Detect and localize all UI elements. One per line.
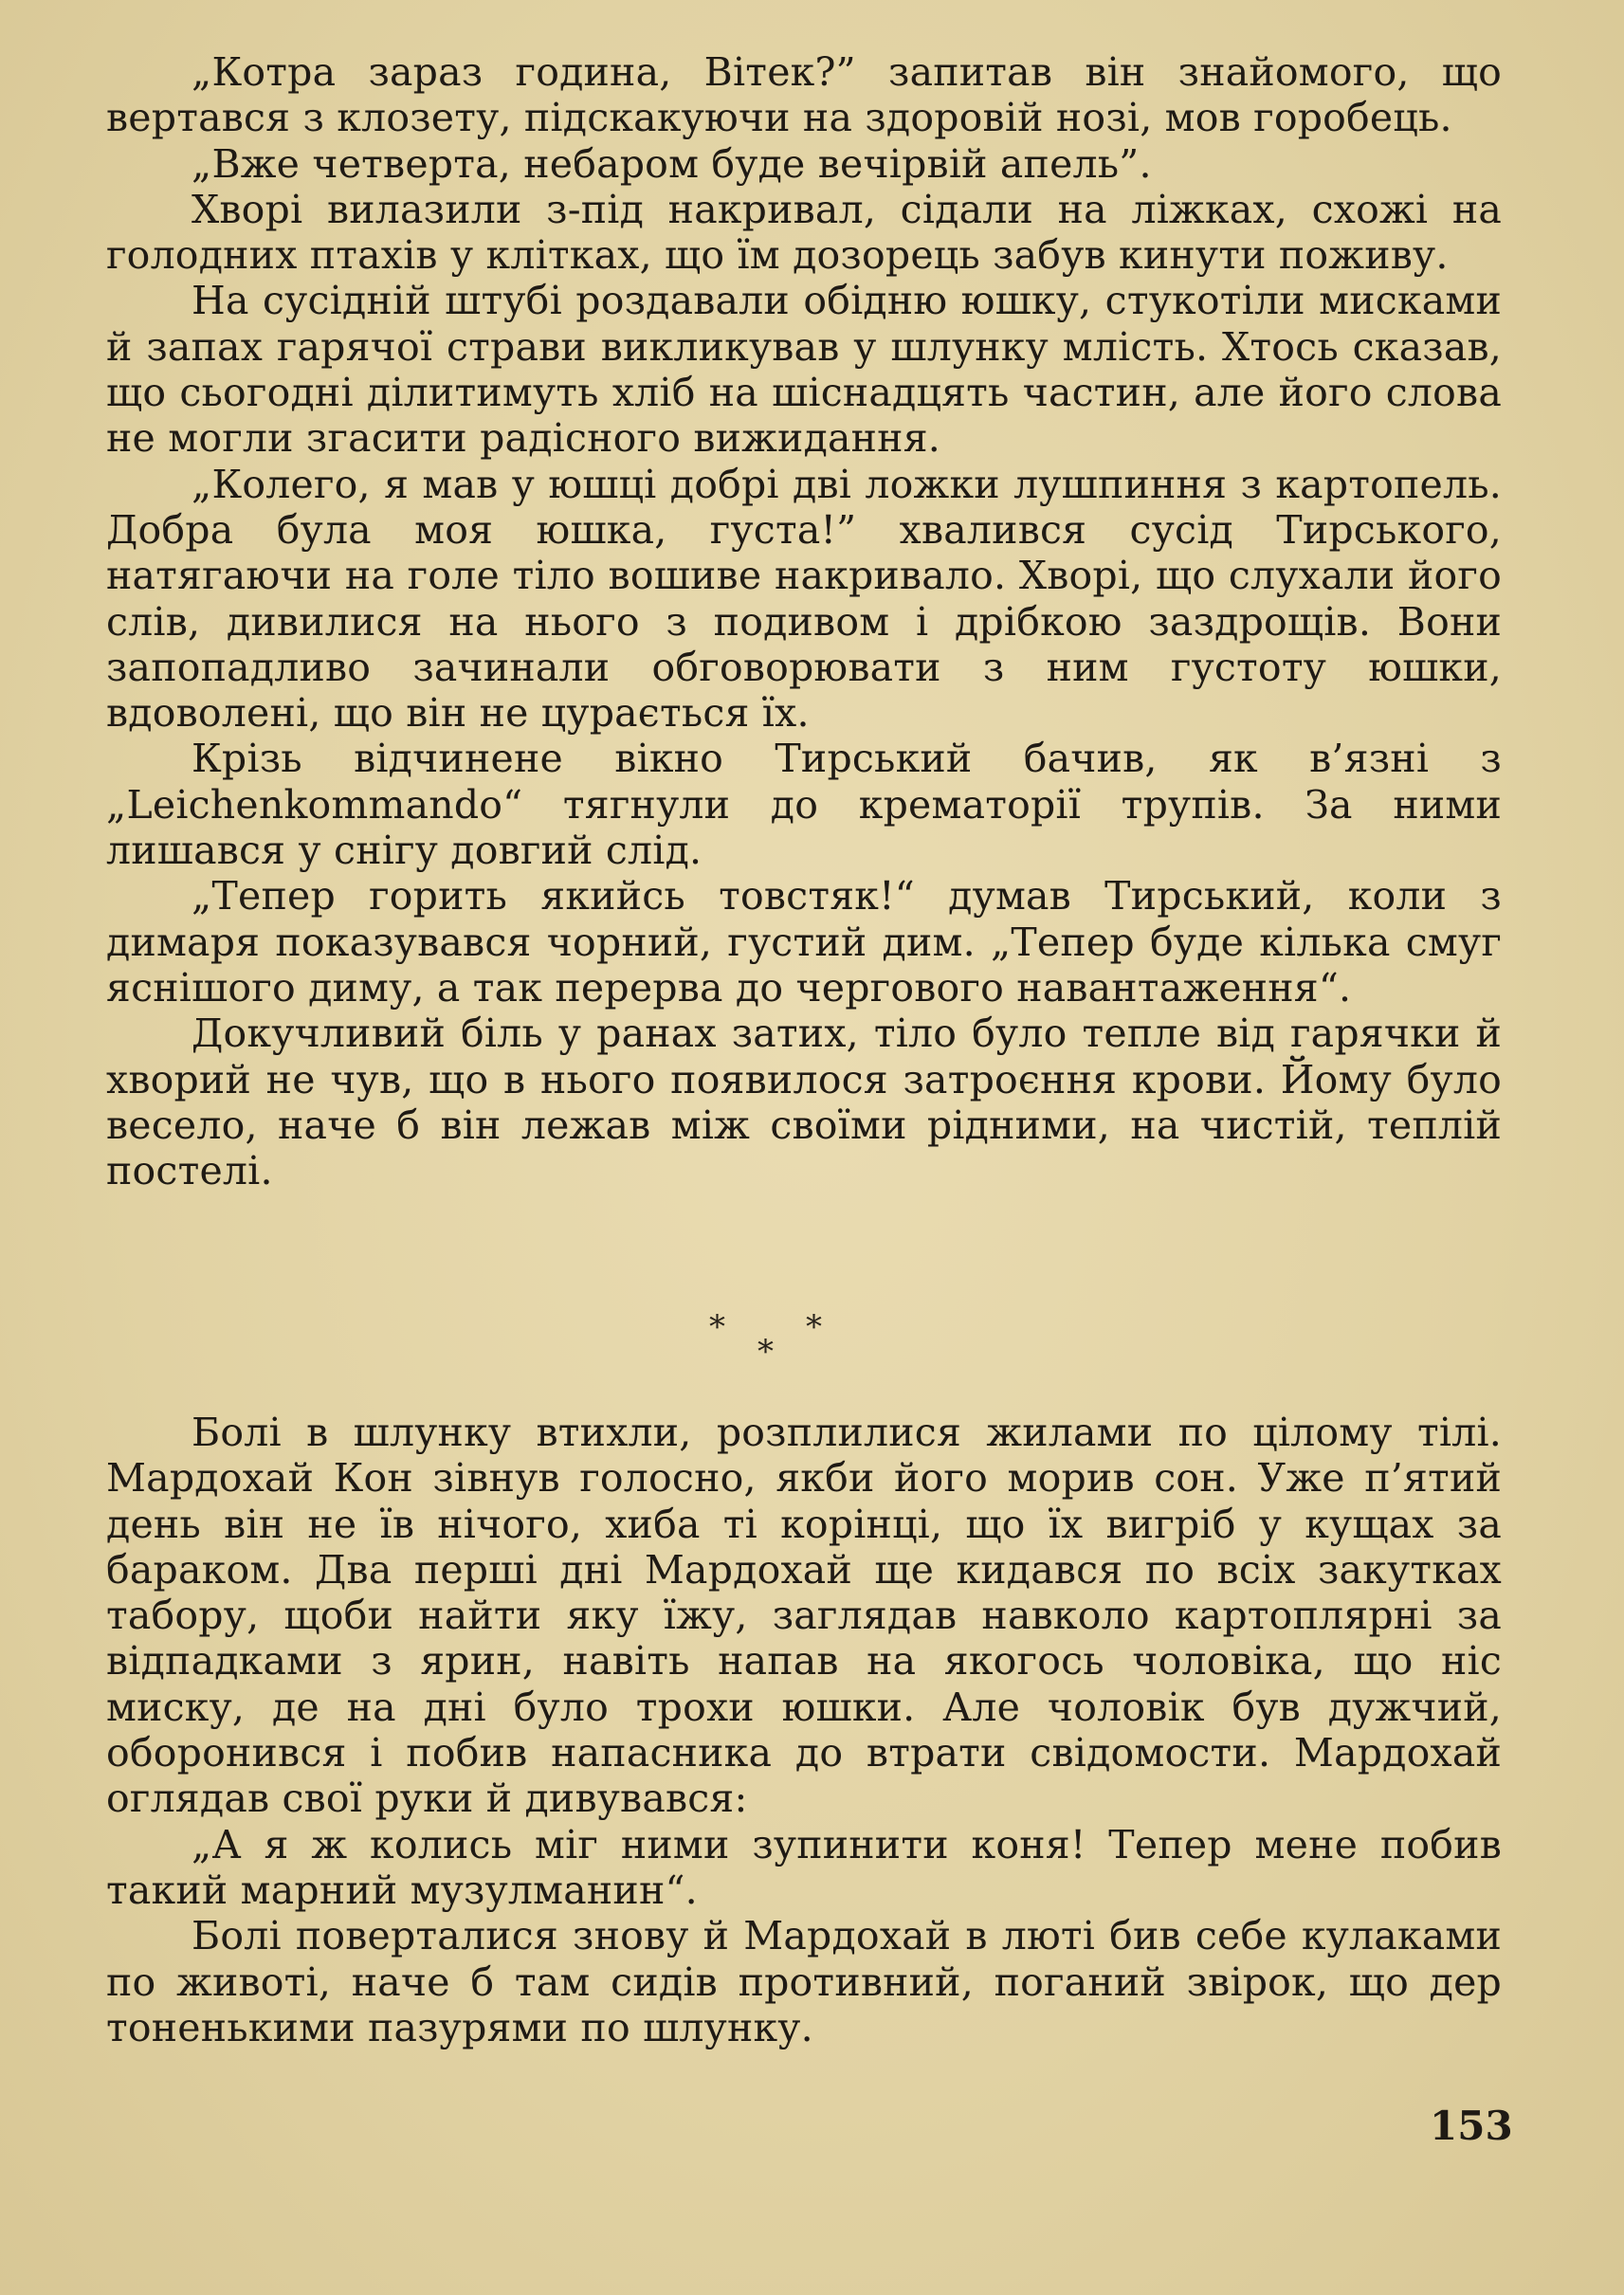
paragraph: Болі в шлунку втихли, розплилися жилами по цілому тілі. Мардохай Кон зівнув голосно, якби його морив сон. Уже п’ятий день він не їв нічого, хиба ті корінці, що їх вигріб у кущах за бараком. Два перші дні Мардохай ще кидався по всіх закутках табору, щоби найти яку їжу, заглядав навколо картоплярні за відпадками з ярин, навіть напав на якогось чоловіка, що ніс миску, де на дні було трохи юшки. Але чоловік був дужчий, оборонився і побив напасника до втрати свідомости. Мардохай оглядав свої руки й дивувався: — [106, 1410, 1502, 1822]
text-block-upper — [106, 49, 1502, 1193]
separator-star: * — [709, 1308, 725, 1346]
paragraph: „А я ж колись міг ними зупинити коня! Тепер мене побив такий марний музулманин“. — [106, 1821, 1502, 1913]
paragraph: На сусідній штубі роздавали обідню юшку, стукотіли мисками й запах гарячої страви викликував у шлунку млість. Хтось сказав, що сьогодні ділитимуть хліб на шіснадцять частин, але його слова не могли згасити радісного вижидання. — [106, 278, 1502, 462]
section-separator — [702, 1308, 910, 1384]
paragraph: „Колего, я мав у юшці добрі дві ложки лушпиння з картопель. Добра була моя юшка, густа!” хвалився сусід Тирського, натягаючи на голе тіло вошиве накривало. Хворі, що слухали його слів, дивилися на нього з подивом і дрібкою заздрощів. Вони запопадливо зачинали обговорювати з ним густоту юшки, вдоволені, що він не цурається їх. — [106, 461, 1502, 737]
paragraph: „Вже четверта, небаром буде вечірвій апель”. — [192, 140, 1152, 187]
text-block-lower — [106, 1410, 1502, 2050]
separator-star: * — [757, 1333, 774, 1371]
page-number: 153 — [1430, 2103, 1513, 2149]
separator-star: * — [806, 1308, 822, 1346]
paragraph: Болі поверталися знову й Мардохай в люті бив себе кулаками по животі, наче б там сидів противний, поганий звірок, що дер тоненькими пазурями по шлунку. — [106, 1913, 1502, 2050]
paragraph: Крізь відчинене вікно Тирський бачив, як в’язні з „Leichenkommando“ тягнули до крематорії трупів. За ними лишався у снігу довгий слід. — [106, 736, 1502, 874]
paragraph: Хворі вилазили з-під накривал, сідали на ліжках, схожі на голодних птахів у клітках, що їм дозорець забув кинути поживу. — [106, 186, 1502, 279]
paragraph: „Котра зараз година, Вітек?” запитав він знайомого, що вертався з клозету, підскакуючи на здоровій нозі, мов горобець. — [106, 49, 1502, 141]
paragraph: Докучливий біль у ранах затих, тіло було тепле від гарячки й хворий не чув, що в нього появилося затроєння крови. Йому було весело, наче б він лежав між своїми рідними, на чистій, теплій постелі. — [106, 1011, 1502, 1194]
paragraph: „Тепер горить якийсь товстяк!“ думав Тирський, коли з димаря показувався чорний, густий дим. „Тепер буде кілька смуг яснішого диму, а так перерва до чергового навантаження“. — [106, 873, 1502, 1011]
